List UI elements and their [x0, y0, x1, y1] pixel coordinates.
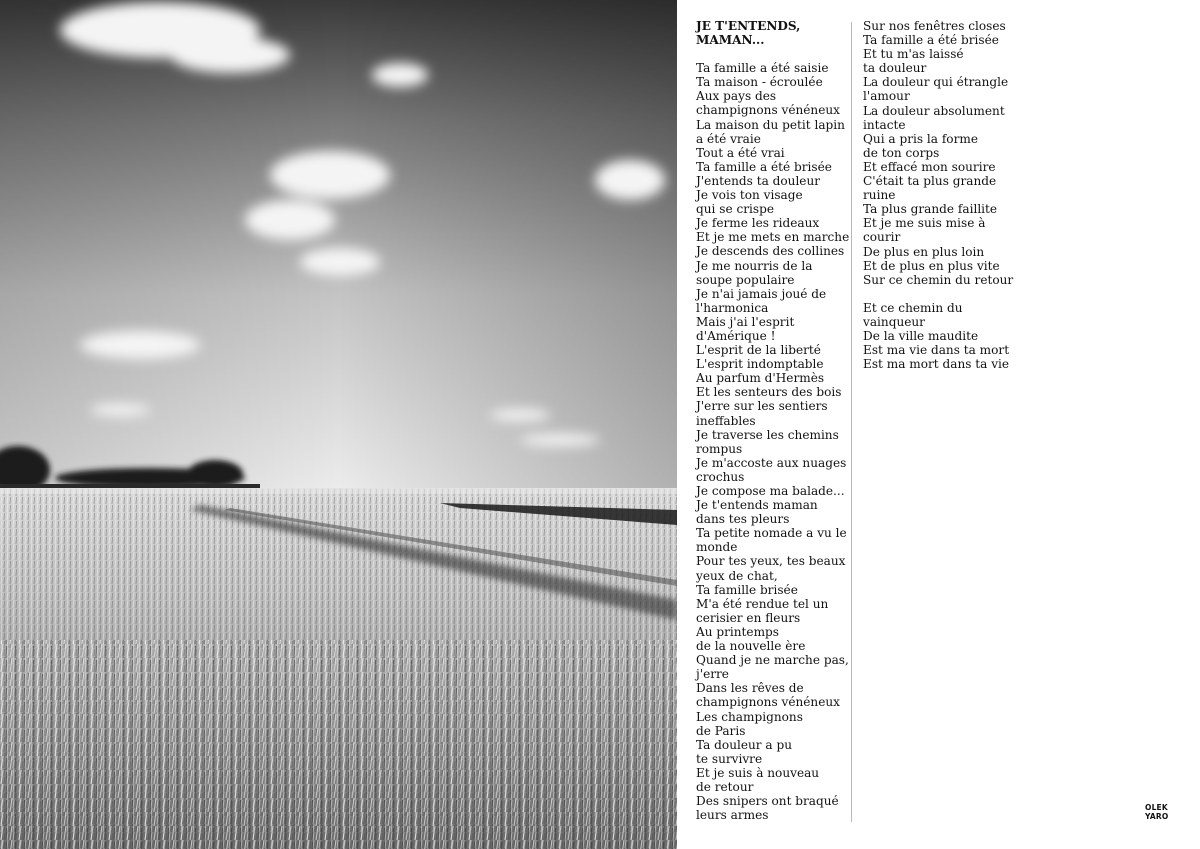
poem-line: Je me nourris de la — [696, 258, 813, 273]
poem-line: crochus — [696, 469, 745, 484]
poem-line: Ta famille a été saisie — [696, 61, 829, 76]
poem-line: te survivre — [696, 751, 763, 766]
poem-line: champignons vénéneux — [696, 695, 840, 710]
poem-line: j'erre — [696, 667, 729, 682]
poem-stanza — [863, 19, 1013, 287]
poem-line: Sur ce chemin du retour — [863, 272, 1014, 287]
poem-line: M'a été rendue tel un — [696, 596, 829, 611]
poem-line: Sur nos fenêtres closes — [863, 19, 1006, 33]
poem-line: Je compose ma balade... — [696, 484, 845, 498]
poem-line: Est ma mort dans ta vie — [863, 357, 1010, 372]
poem-line: ineffables — [696, 413, 756, 428]
poem-line: Les champignons — [696, 709, 803, 724]
poem-line: cerisier en fleurs — [696, 610, 801, 625]
poem-line: de la nouvelle ère — [696, 639, 806, 654]
poem-line: Pour tes yeux, tes beaux — [696, 554, 846, 569]
poem-line: vainqueur — [863, 314, 925, 329]
poem-line: l'amour — [863, 89, 910, 104]
poem-line: J'entends ta douleur — [696, 173, 821, 188]
poem-line: Qui a pris la forme — [863, 131, 978, 146]
column-divider — [851, 22, 852, 822]
poem-line: Ta famille a été brisée — [863, 33, 999, 48]
poem-line: Je t'entends maman — [696, 498, 818, 513]
poem-line: Ta famille a été brisée — [696, 159, 832, 174]
poem-line: J'erre sur les sentiers — [696, 399, 828, 414]
poem-line: L'esprit indomptable — [696, 357, 824, 372]
poem-line: ta douleur — [863, 61, 927, 76]
poem-line: Et de plus en plus vite — [863, 258, 1000, 273]
poem-line: d'Amérique ! — [696, 328, 776, 343]
poem-line: monde — [696, 540, 738, 555]
poem-line: Et les senteurs des bois — [696, 385, 842, 400]
poem-line: Ta petite nomade a vu le — [696, 526, 847, 541]
poem-line: l'harmonica — [696, 300, 769, 315]
poem-line: Ta famille brisée — [696, 582, 798, 597]
poem-line: Je vois ton visage — [696, 188, 803, 203]
poem-line: De plus en plus loin — [863, 244, 985, 259]
poem-stanza — [863, 301, 1013, 371]
poem-line: champignons vénéneux — [696, 103, 840, 118]
poem-line: C'était ta plus grande — [863, 174, 997, 189]
author-signature — [1145, 803, 1175, 821]
poem-column-right — [863, 19, 1013, 385]
poem-line: Et tu m'as laissé — [863, 47, 964, 62]
poem-line: Dans les rêves de — [696, 681, 804, 696]
poem-line: qui se crispe — [696, 202, 774, 217]
author-signature-line2: YARO — [1145, 812, 1169, 821]
poem-line: de ton corps — [863, 145, 940, 160]
poem-line: ruine — [863, 188, 896, 203]
poem-line: a été vraie — [696, 131, 761, 146]
poem-line: Ta maison - écroulée — [696, 75, 823, 90]
poem-line: Au parfum d'Hermès — [696, 371, 825, 386]
poem-line: Et je suis à nouveau — [696, 765, 820, 780]
poem-column-left — [696, 19, 850, 836]
poem-stanza — [696, 61, 850, 823]
poem-line: soupe populaire — [696, 272, 795, 287]
poem-line: intacte — [863, 117, 906, 132]
poem-line: Je m'accoste aux nuages — [696, 455, 847, 470]
poem-line: De la ville maudite — [863, 328, 979, 343]
poem-line: Je traverse les chemins — [696, 427, 839, 442]
poem-line: Ta plus grande faillite — [863, 202, 998, 217]
poem-line: Aux pays des — [696, 89, 777, 104]
poem-line: La maison du petit lapin — [696, 117, 845, 132]
poem-line: de Paris — [696, 723, 746, 738]
poem-line: Ta douleur a pu — [696, 737, 793, 752]
poem-line: Et je me mets en marche — [696, 230, 850, 245]
poem-title: JE T'ENTENDS, MAMAN... — [696, 19, 801, 48]
poem-line: Je ferme les rideaux — [696, 216, 820, 231]
poem-line: Je descends des collines — [696, 244, 845, 259]
poem-line: L'esprit de la liberté — [696, 343, 821, 358]
poem-line: Est ma vie dans ta mort — [863, 343, 1010, 358]
poem-line: Tout a été vrai — [696, 145, 785, 160]
poem-line: Quand je ne marche pas, — [696, 653, 849, 668]
poem-line: Des snipers ont braqué — [696, 794, 839, 809]
poem-line: yeux de chat, — [696, 568, 778, 583]
poem-line: Et je me suis mise à — [863, 216, 986, 231]
poem-line: La douleur absolument — [863, 103, 1005, 118]
poem-line: rompus — [696, 441, 743, 456]
poem-line: Mais j'ai l'esprit — [696, 314, 795, 329]
poem-line: dans tes pleurs — [696, 512, 790, 527]
poem-line: La douleur qui étrangle — [863, 75, 1009, 90]
poem-line: Je n'ai jamais joué de — [696, 286, 827, 301]
poem-line: Et ce chemin du — [863, 300, 963, 315]
poem-line: de retour — [696, 779, 754, 794]
poem-line: Au printemps — [696, 624, 779, 639]
poem-line: leurs armes — [696, 808, 769, 823]
author-signature-line1: OLEK — [1145, 803, 1168, 812]
poem-line: Et effacé mon sourire — [863, 159, 996, 174]
poem-line: courir — [863, 230, 901, 245]
